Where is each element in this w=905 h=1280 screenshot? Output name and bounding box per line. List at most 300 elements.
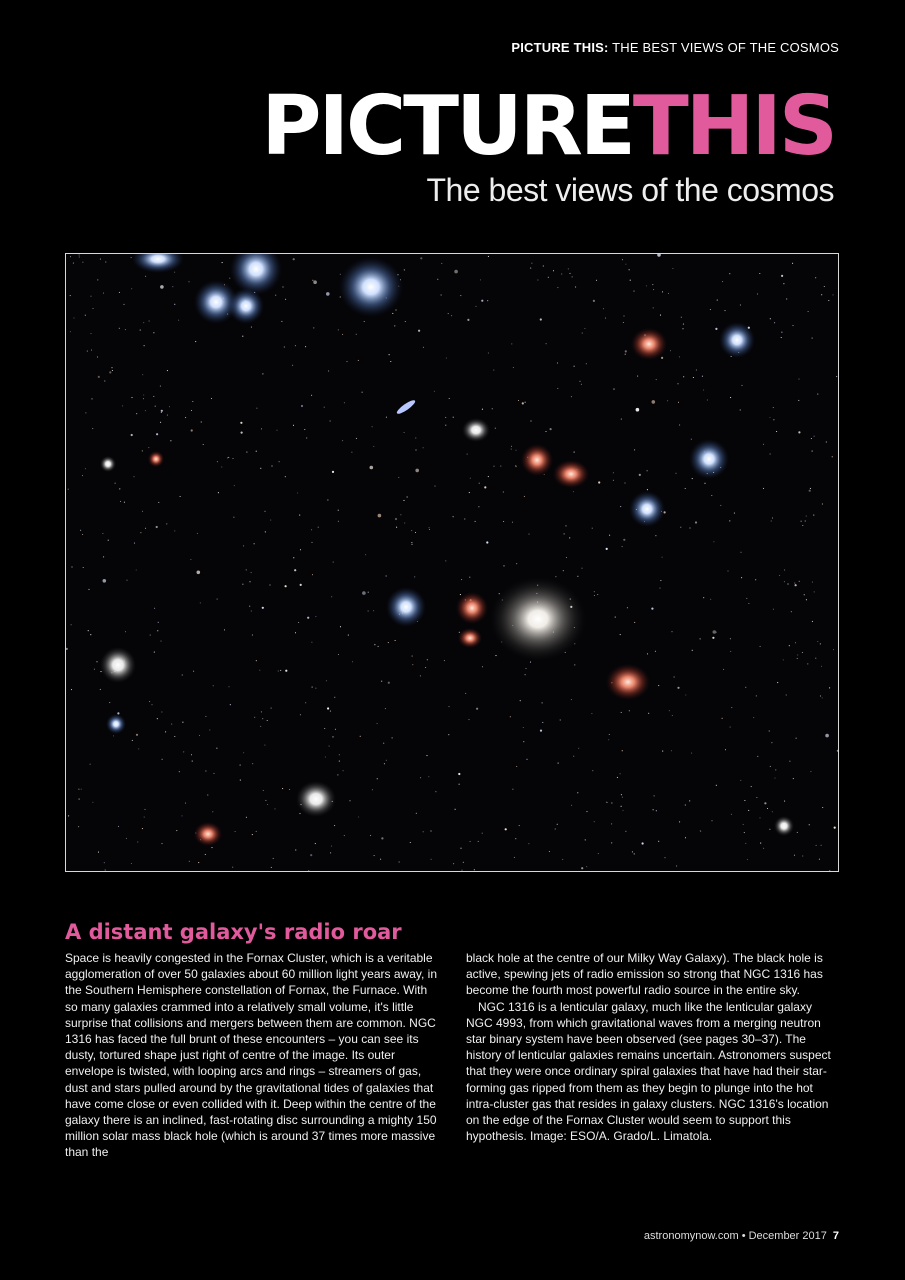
field-star <box>445 560 446 561</box>
field-star <box>745 687 746 688</box>
field-star <box>108 540 109 541</box>
field-star <box>465 693 466 694</box>
field-star <box>411 542 412 543</box>
footer-site-date: astronomynow.com • December 2017 <box>643 1230 827 1242</box>
field-star <box>669 710 670 711</box>
field-star <box>191 410 192 411</box>
field-star <box>540 318 542 320</box>
field-star <box>179 771 180 772</box>
field-star <box>160 285 164 289</box>
field-star <box>431 859 432 860</box>
field-star <box>482 833 483 834</box>
field-star <box>797 658 798 659</box>
field-star <box>275 295 276 296</box>
field-star <box>340 274 341 275</box>
field-star <box>262 373 263 374</box>
field-star <box>622 797 623 798</box>
field-star <box>812 451 813 452</box>
field-star <box>825 734 829 738</box>
red-galaxy-left <box>148 451 164 467</box>
field-star <box>723 669 724 670</box>
field-star <box>678 402 679 403</box>
field-star <box>71 566 72 567</box>
field-star <box>634 853 635 854</box>
field-star <box>528 843 529 844</box>
field-star <box>351 452 352 453</box>
field-star <box>240 780 241 781</box>
field-star <box>769 829 770 830</box>
field-star <box>747 859 748 860</box>
field-star <box>243 545 244 546</box>
field-star <box>487 300 488 301</box>
field-star <box>822 503 823 504</box>
field-star <box>444 660 445 661</box>
field-star <box>724 310 725 311</box>
field-star <box>727 570 728 571</box>
field-star <box>136 413 137 414</box>
field-star <box>91 398 92 399</box>
field-star <box>478 841 479 842</box>
field-star <box>304 429 305 430</box>
field-star <box>254 717 255 718</box>
field-star <box>512 789 513 790</box>
field-star <box>467 454 468 455</box>
field-star <box>592 770 593 771</box>
blue-star-right-2 <box>629 491 665 527</box>
field-star <box>415 449 416 450</box>
field-star <box>493 466 494 467</box>
field-star <box>555 828 556 829</box>
field-star <box>137 841 138 842</box>
field-star <box>335 729 336 730</box>
field-star <box>232 867 233 868</box>
field-star <box>711 820 712 821</box>
field-star <box>478 506 479 507</box>
field-star <box>343 770 344 771</box>
field-star <box>165 731 166 732</box>
field-star <box>395 518 397 520</box>
field-star <box>615 617 616 618</box>
field-star <box>358 360 359 361</box>
field-star <box>503 565 504 566</box>
field-star <box>773 407 774 408</box>
field-star <box>814 436 815 437</box>
field-star <box>412 656 413 657</box>
field-star <box>789 761 790 762</box>
field-star <box>102 533 103 534</box>
field-star <box>730 638 731 639</box>
field-star <box>625 264 626 265</box>
field-star <box>326 680 327 681</box>
field-star <box>740 552 741 553</box>
field-star <box>606 802 607 803</box>
field-star <box>685 488 686 489</box>
field-star <box>511 449 512 450</box>
field-star <box>798 431 800 433</box>
field-star <box>448 706 449 707</box>
field-star <box>586 811 587 812</box>
field-star <box>285 585 287 587</box>
field-star <box>594 591 595 592</box>
field-star <box>262 718 263 719</box>
field-star <box>817 641 818 642</box>
field-star <box>92 802 93 803</box>
field-star <box>516 563 517 564</box>
article-column-right <box>466 950 838 1144</box>
field-star <box>662 751 663 752</box>
field-star <box>374 644 375 645</box>
field-star <box>189 861 190 862</box>
field-star <box>770 453 771 454</box>
field-star <box>285 299 286 300</box>
field-star <box>657 254 661 257</box>
field-star <box>672 268 673 269</box>
field-star <box>787 583 788 584</box>
field-star <box>652 400 656 404</box>
field-star <box>229 278 230 279</box>
field-star <box>405 321 406 322</box>
field-star <box>674 676 675 677</box>
field-star <box>420 257 422 259</box>
field-star <box>482 666 483 667</box>
field-star <box>256 660 257 661</box>
field-star <box>757 756 758 757</box>
field-star <box>763 488 764 489</box>
field-star <box>685 694 686 695</box>
field-star <box>131 288 132 289</box>
field-star <box>682 328 683 329</box>
field-star <box>664 857 665 858</box>
field-star <box>662 291 663 292</box>
field-star <box>623 322 624 323</box>
field-star <box>142 450 143 451</box>
galaxy-photo <box>65 253 839 872</box>
field-star <box>546 343 547 344</box>
field-star <box>617 777 618 778</box>
field-star <box>679 821 680 822</box>
article-paragraph-2: NGC 1316 is a lenticular galaxy, much like the lenticular galaxy NGC 4993, from which gravitational waves from a merging neutron star binary system have been observed (see pages 30–37). The history of lenticular galaxies remains uncertain. Astronomers suspect that they were once ordinary spiral galaxies that have had their star-forming gas ripped from them as they begin to plunge into the hot intra-cluster gas that resides in galaxy clusters. NGC 1316's location on the edge of the Fornax Cluster would seem to support this hypothesis. Image: ESO/A. Grado/L. Limatola. <box>466 999 831 1144</box>
field-star <box>802 652 803 653</box>
field-star <box>263 790 264 791</box>
field-star <box>73 263 74 264</box>
field-star <box>448 313 449 314</box>
field-star <box>279 461 280 462</box>
field-star <box>377 723 378 724</box>
field-star <box>776 431 777 432</box>
field-star <box>205 770 206 771</box>
field-star <box>681 317 682 318</box>
field-star <box>784 569 785 570</box>
field-star <box>627 607 628 608</box>
field-star <box>667 400 668 401</box>
field-star <box>620 773 621 774</box>
field-star <box>246 569 247 570</box>
field-star <box>143 322 144 323</box>
field-star <box>415 532 416 533</box>
field-star <box>579 381 580 382</box>
field-star <box>388 682 390 684</box>
field-star <box>416 813 417 814</box>
field-star <box>680 527 681 528</box>
field-star <box>639 474 641 476</box>
field-star <box>613 472 614 473</box>
field-star <box>464 518 465 519</box>
field-star <box>312 280 313 281</box>
field-star <box>267 804 268 805</box>
field-star <box>209 729 210 730</box>
field-star <box>655 651 656 652</box>
field-star <box>809 490 811 492</box>
field-star <box>585 839 586 840</box>
field-star <box>269 584 270 585</box>
field-star <box>313 280 317 284</box>
field-star <box>425 667 426 668</box>
field-star <box>571 396 572 397</box>
field-star <box>692 650 693 651</box>
field-star <box>609 734 610 735</box>
field-star <box>140 532 141 533</box>
field-star <box>488 352 489 353</box>
field-star <box>621 794 622 795</box>
field-star <box>256 408 257 409</box>
field-star <box>85 315 86 316</box>
field-star <box>98 376 100 378</box>
field-star <box>693 377 694 378</box>
field-star <box>660 580 661 581</box>
field-star <box>176 830 177 831</box>
field-star <box>523 727 524 728</box>
field-star <box>781 337 782 338</box>
field-star <box>332 736 333 737</box>
field-star <box>160 386 161 387</box>
field-star <box>495 428 496 429</box>
field-star <box>740 780 741 781</box>
field-star <box>411 544 412 545</box>
field-star <box>260 726 261 727</box>
field-star <box>334 825 335 826</box>
field-star <box>327 707 329 709</box>
field-star <box>461 870 462 871</box>
field-star <box>144 345 145 346</box>
field-star <box>771 742 772 743</box>
field-star <box>659 588 660 589</box>
field-star <box>119 328 120 329</box>
field-star <box>330 420 331 421</box>
field-star <box>781 332 782 333</box>
field-star <box>824 286 825 287</box>
white-galaxy-mid <box>462 418 490 442</box>
field-star <box>301 405 303 407</box>
field-star <box>157 718 158 719</box>
field-star <box>781 275 783 277</box>
field-star <box>629 710 630 711</box>
field-star <box>514 857 515 858</box>
page-title <box>261 79 835 174</box>
field-star <box>569 273 570 274</box>
field-star <box>326 292 330 296</box>
field-star <box>313 327 314 328</box>
field-star <box>770 766 771 767</box>
red-galaxy-mid-2 <box>553 460 589 488</box>
field-star <box>611 842 612 843</box>
field-star <box>153 396 154 397</box>
field-star <box>821 666 822 667</box>
field-star <box>516 766 517 767</box>
field-star <box>149 320 150 321</box>
field-star <box>190 559 191 560</box>
field-star <box>281 321 282 322</box>
field-star <box>356 438 357 439</box>
white-star-bottom-right <box>774 816 794 836</box>
field-star <box>331 596 332 597</box>
field-star <box>203 444 204 445</box>
field-star <box>625 831 626 832</box>
field-star <box>789 645 790 646</box>
field-star <box>757 293 758 294</box>
field-star <box>520 700 521 701</box>
field-star <box>242 336 243 337</box>
field-star <box>637 376 638 377</box>
field-star <box>246 452 247 453</box>
field-star <box>671 631 672 632</box>
field-star <box>71 624 72 625</box>
field-star <box>256 831 257 832</box>
field-star <box>581 568 582 569</box>
field-star <box>293 557 294 558</box>
field-star <box>725 749 726 750</box>
field-star <box>821 294 822 295</box>
field-star <box>81 789 82 790</box>
field-star <box>377 778 378 779</box>
field-star <box>404 522 405 523</box>
field-star <box>415 437 416 438</box>
field-star <box>653 809 654 810</box>
field-star <box>753 717 754 718</box>
field-star <box>240 422 242 424</box>
field-star <box>143 398 144 399</box>
field-star <box>784 801 785 802</box>
field-star <box>700 638 701 639</box>
blue-star-right-mid <box>689 439 729 479</box>
field-star <box>388 642 389 643</box>
field-star <box>572 276 573 277</box>
field-star <box>716 632 717 633</box>
field-star <box>528 534 529 535</box>
field-star <box>692 478 693 479</box>
field-star <box>574 366 575 367</box>
field-star <box>90 634 91 635</box>
field-star <box>96 661 97 662</box>
field-star <box>169 406 170 407</box>
field-star <box>156 526 158 528</box>
field-star <box>423 831 424 832</box>
red-galaxy-bottom-left <box>194 822 222 846</box>
field-star <box>386 575 387 576</box>
field-star <box>276 430 277 431</box>
field-star <box>70 331 71 332</box>
field-star <box>381 837 383 839</box>
field-star <box>123 304 124 305</box>
field-star <box>145 276 146 277</box>
field-star <box>812 582 813 583</box>
field-star <box>748 603 749 604</box>
field-star <box>200 602 201 603</box>
field-star <box>87 351 88 352</box>
field-star <box>312 574 313 575</box>
field-star <box>568 268 569 269</box>
field-star <box>104 862 105 863</box>
field-star <box>274 808 275 809</box>
field-star <box>90 296 91 297</box>
field-star <box>503 491 504 492</box>
field-star <box>88 589 89 590</box>
field-star <box>804 594 805 595</box>
field-star <box>767 808 768 809</box>
field-star <box>261 428 262 429</box>
field-star <box>132 740 133 741</box>
field-star <box>515 465 516 466</box>
field-star <box>799 581 800 582</box>
field-star <box>480 279 481 280</box>
field-star <box>364 321 365 322</box>
field-star <box>386 760 387 761</box>
field-star <box>646 285 647 286</box>
field-star <box>503 521 504 522</box>
field-star <box>131 397 132 398</box>
red-galaxy-centre-2 <box>458 628 482 648</box>
field-star <box>660 315 661 316</box>
field-star <box>798 379 799 380</box>
field-star <box>211 398 212 399</box>
field-star <box>261 711 262 712</box>
field-star <box>339 754 340 755</box>
field-star <box>192 401 193 402</box>
field-star <box>79 256 80 257</box>
field-star <box>100 259 101 260</box>
field-star <box>795 584 797 586</box>
field-star <box>811 438 812 439</box>
field-star <box>488 476 489 477</box>
field-star <box>362 591 366 595</box>
running-head <box>511 40 839 55</box>
field-star <box>606 548 608 550</box>
field-star <box>730 727 731 728</box>
field-star <box>305 346 306 347</box>
field-star <box>549 851 550 852</box>
field-star <box>668 293 669 294</box>
field-star <box>577 576 578 577</box>
field-star <box>581 867 583 869</box>
field-star <box>731 707 732 708</box>
field-star <box>249 581 250 582</box>
field-star <box>197 571 201 575</box>
field-star <box>593 300 595 302</box>
blue-star-left-mid <box>106 714 126 734</box>
field-star <box>791 611 792 612</box>
field-star <box>807 663 808 664</box>
field-star <box>455 809 456 810</box>
field-star <box>166 523 167 524</box>
field-star <box>344 402 345 403</box>
field-star <box>598 853 599 854</box>
field-star <box>70 295 71 296</box>
field-star <box>136 569 137 570</box>
field-star <box>249 606 250 607</box>
field-star <box>582 333 583 334</box>
field-star <box>109 702 110 703</box>
field-star <box>174 736 175 737</box>
field-star <box>252 763 253 764</box>
